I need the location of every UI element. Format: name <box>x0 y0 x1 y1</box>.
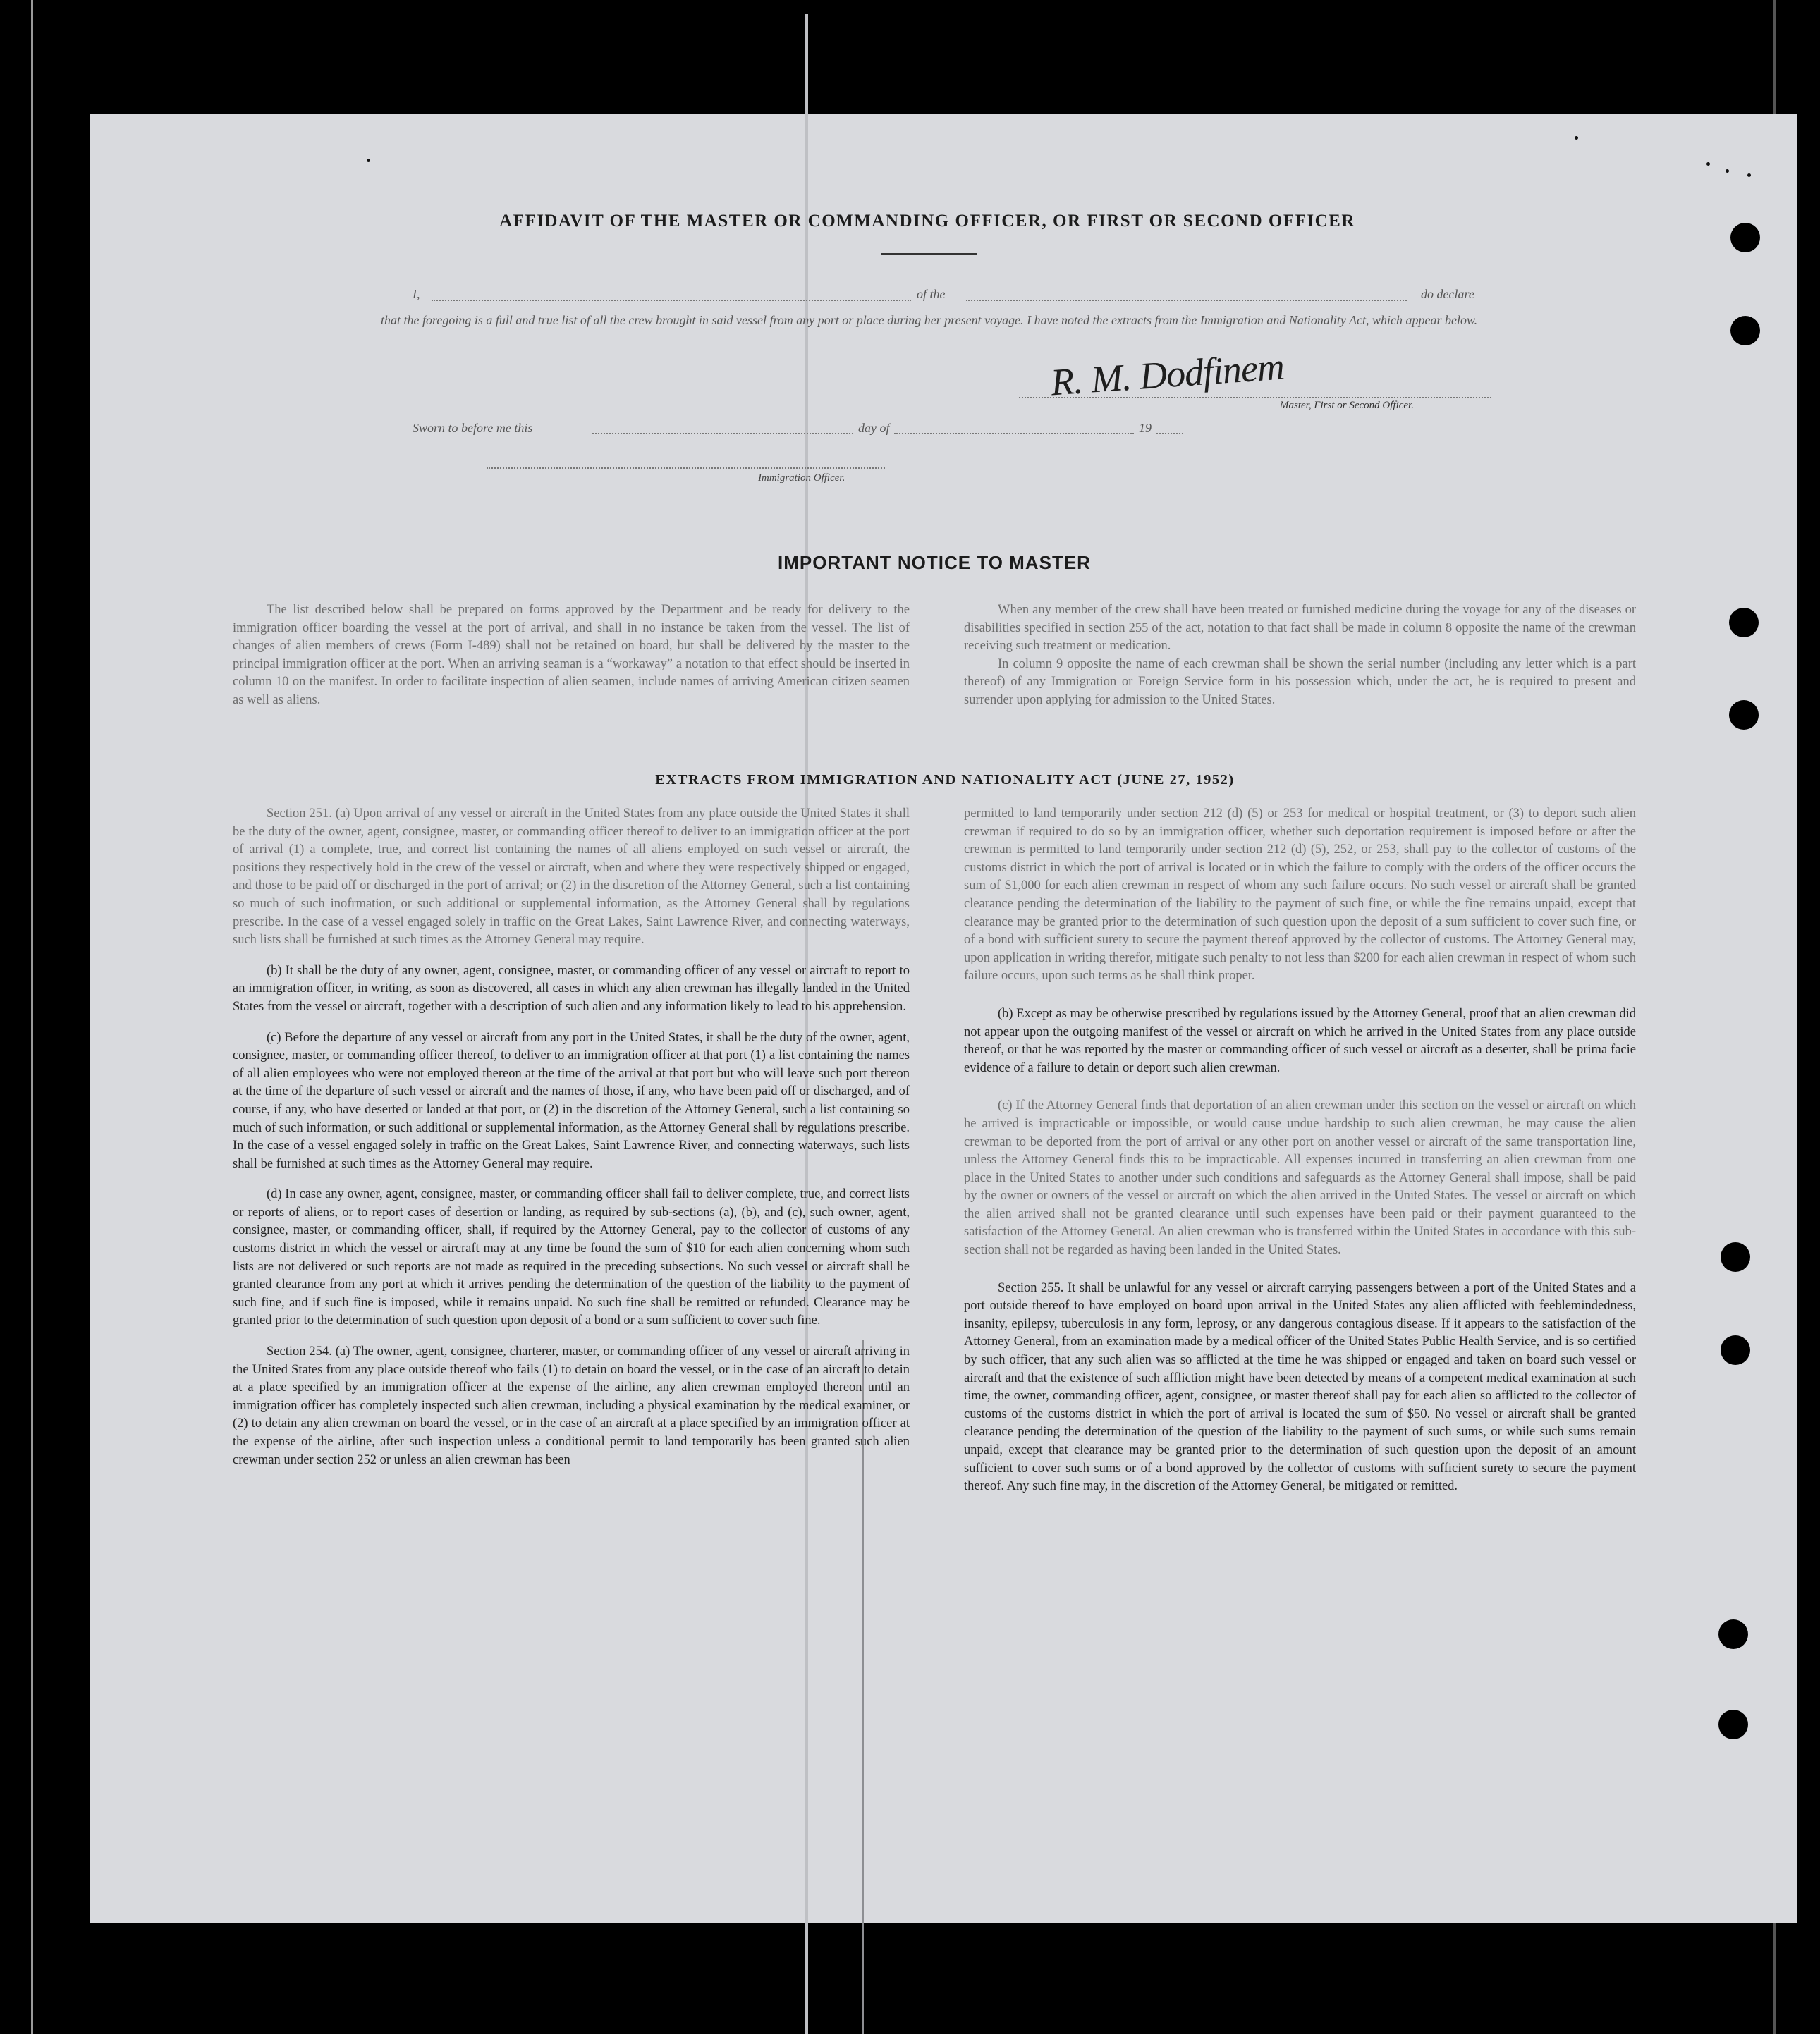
year-label: 19 <box>1139 421 1152 435</box>
punch-hole <box>1718 1710 1748 1739</box>
handwritten-signature: R. M. Dodfinem <box>1049 345 1285 404</box>
notice-paragraph: In column 9 opposite the name of each crewman shall be shown the serial number (including any letter which is a part thereof) of any Immigration or Foreign Service form in his possession which, under the act, he is required to present and surrender upon applying for admission to the United States. <box>964 656 1636 707</box>
declarant-name-field <box>432 300 911 301</box>
act-section-paragraph: (b) Except as may be otherwise prescribed by regulations issued by the Attorney General, proof that an alien crewman did not appear upon the outgoing manifest of the vessel or aircraft on which he arrived in the United States from any place outside thereof, or that he was reported by the master or commanding officer of such vessel or aircraft as a deserter, shall be prima facie evidence of a failure to detain or deport such alien crewman. <box>964 1006 1636 1075</box>
vessel-name-field <box>966 300 1407 301</box>
notice-left-column <box>233 601 910 710</box>
speck <box>367 159 370 162</box>
signature-caption: Master, First or Second Officer. <box>1280 400 1414 411</box>
punch-hole <box>1718 1619 1748 1649</box>
speck <box>1575 136 1578 140</box>
punch-hole <box>1729 608 1759 637</box>
act-section-paragraph: (c) Before the departure of any vessel or aircraft from any port in the United States, it shall be the duty of the owner, agent, consignee, master, or commanding officer thereof, to deliver to an immigration officer at that port (1) a list containing the names of all alien employees who were not employed thereon at the time of the arrival at that port but who will leave such port thereon at the time of the departure of such vessel or aircraft and the names of those, if any, who have been paid off or discharged, and of course, if any, who have deserted or landed at that port, or (2) in the discretion of the Attorney General, such a list containing so much of such information, or such additional or supplemental information, as the Attorney General shall by regulations prescribe. In the case of a vessel engaged solely in traffic on the Great Lakes, Saint Lawrence River, and connecting waterways, such lists shall be furnished at such times as the Attorney General may require. <box>233 1030 910 1171</box>
punch-hole <box>1721 1242 1750 1272</box>
act-section-paragraph: (b) It shall be the duty of any owner, agent, consignee, master, or commanding officer of any vessel or aircraft to report to an immigration officer, in writing, as soon as discovered, all cases in which any alien crewman has illegally landed in the United States from the vessel or aircraft, together with a description of such alien and any information likely to lead to his apprehension. <box>233 963 910 1014</box>
punch-hole <box>1729 700 1759 730</box>
declaration-text: that the foregoing is a full and true list of all the crew brought in said vessel from any port or place during her present voyage. I have noted the extracts from the Immigration and Nationality Act, which appear below. <box>381 313 1478 327</box>
do-declare-label: do declare <box>1421 287 1474 301</box>
extracts-right-column <box>964 805 1636 1496</box>
title-underline <box>881 253 977 255</box>
punch-hole <box>1730 316 1760 345</box>
film-edge-line-left <box>31 0 33 2034</box>
declarant-prefix: I, <box>413 287 420 301</box>
notice-paragraph: The list described below shall be prepared on forms approved by the Department and be ready for delivery to the immigration officer boarding the vessel at the port of arrival, and shall in no instance be taken from the vessel. The list of changes of alien members of crews (Form I-489) shall not be retained on board, but shall be delivered by the master to the principal immigration officer at the port. When an arriving seaman is a “workaway” a notation to that effect should be inserted in column 10 on the manifest. In order to facilitate inspection of alien seamen, include names of arriving American citizen seamen as well as aliens. <box>233 603 910 707</box>
of-the-label: of the <box>917 287 946 301</box>
sworn-month-field <box>894 433 1134 434</box>
speck <box>1726 169 1729 173</box>
punch-hole <box>1730 223 1760 252</box>
speck <box>1747 173 1751 177</box>
immigration-officer-caption: Immigration Officer. <box>758 472 845 484</box>
notice-heading: IMPORTANT NOTICE TO MASTER <box>778 552 1091 573</box>
sworn-year-field <box>1156 433 1183 434</box>
signature-line <box>1019 397 1491 398</box>
immigration-officer-line <box>487 467 885 469</box>
sworn-day-field <box>592 433 853 434</box>
sworn-label: Sworn to before me this <box>413 421 533 435</box>
act-section-paragraph: (d) In case any owner, agent, consignee, master, or commanding officer shall fail to deliver complete, true, and correct lists or reports of aliens, or to report cases of desertion or landing, as required by sub-sections (a), (b), and (c), such owner, agent, consignee, master, or commanding officer, shall, if required by the Attorney General, pay to the collector of customs of any customs district in which the vessel or aircraft may at any time be found the sum of $10 for each alien concerning whom such lists are not delivered or such reports are not made as required in the preceding subsections. No such vessel or aircraft shall be granted clearance from any port at which it arrives pending the determination of the question of the liability to the payment of such fine, and if such fine is imposed, while it remains unpaid. No such fine shall be remitted or refunded. Clearance may be granted prior to the determination of such question upon deposit of a bond or a sum sufficient to cover such fine. <box>233 1187 910 1328</box>
act-section-paragraph: (c) If the Attorney General finds that deportation of an alien crewman under this section on the vessel or aircraft on which he arrived is impracticable or impossible, or would cause undue hardship to such alien crewman, he may cause the alien crewman to be deported from the port of arrival or any other port on another vessel or aircraft of the same transportation line, unless the Attorney General finds this to be impracticable. All expenses incurred in transferring an alien crewman from one place in the United States to another under such conditions and safeguards as the Attorney General shall impose, shall be paid by the owner or owners of the vessel or aircraft on which the alien arrived in the United States. The vessel or aircraft on which the alien arrived shall not be granted clearance until such expenses have been paid or their payment guaranteed to the satisfaction of the Attorney General. An alien crewman who is transferred within the United States in accordance with this sub-section shall not be regarded as having been landed in the United States. <box>964 1098 1636 1258</box>
act-section-paragraph: Section 251. (a) Upon arrival of any vessel or aircraft in the United States from any place outside the United States it shall be the duty of the owner, agent, consignee, master, or commanding officer thereof to deliver to an immigration officer at the port of arrival (1) a complete, true, and correct list containing the names of all aliens employed on such vessel or aircraft, the positions they respectively hold in the crew of the vessel or aircraft, when and where they were respectively shipped or engaged, and those to be paid off or discharged in the port of arrival; or (2) in the discretion of the Attorney General, such a list containing so much of such inofrmation, or such additional or supplemental information, as the Attorney General shall by regulations prescribe. In the case of a vessel engaged solely in traffic on the Great Lakes, Saint Lawrence River, and connecting waterways, such lists shall be furnished at such times as the Attorney General may require. <box>233 807 910 948</box>
act-section-paragraph: Section 255. It shall be unlawful for any vessel or aircraft carrying passengers between a port of the United States and a port outside thereof to have employed on board upon arrival in the United States any alien afflicted with feeblemindedness, insanity, epilepsy, tuberculosis in any form, leprosy, or any dangerous contagious disease. If it appears to the satisfaction of the Attorney General, from an examination made by a medical officer of the United States Public Health Service, and is so certified by such officer, that any such alien was so afflicted at the time he was shipped or engaged and taken on board such vessel or aircraft and that the existence of such affliction might have been detected by means of a competent medical examination at such time, the owner, commanding officer, agent, consignee, or master thereof shall pay for each alien so afflicted to the collector of customs of the customs district in which the port of arrival is located the sum of $50. No vessel or aircraft shall be granted clearance pending the determination of the question of the liability to the payment of such sums, or while such sums remain unpaid, except that clearance may be granted prior to the determination of such question upon the deposit of an amount sufficient to cover such sums or of a bond approved by the collector of customs with sufficient surety to secure the payment thereof. Any such fine may, in the discretion of the Attorney General, be mitigated or remitted. <box>964 1280 1636 1494</box>
extracts-heading: EXTRACTS FROM IMMIGRATION AND NATIONALITY ACT (JUNE 27, 1952) <box>655 772 1235 788</box>
day-of-label: day of <box>858 421 890 435</box>
notice-paragraph: When any member of the crew shall have been treated or furnished medicine during the voyage for any of the diseases or disabilities specified in section 255 of the act, notation to that fact shall be made in column 8 opposite the name of the crewman receiving such treatment or medication. <box>964 603 1636 654</box>
speck <box>1706 162 1710 166</box>
act-section-paragraph: Section 254. (a) The owner, agent, consignee, charterer, master, or commanding officer of any vessel or aircraft arriving in the United States from any place outside thereof who fails (1) to detain on board the vessel, or in the case of an aircraft to detain at a place specified by an immigration officer at the expense of the airline, any alien crewman employed thereon until an immigration officer has completely inspected such alien crewman, including a physical examination by the medical examiner, or (2) to detain any alien crewman on board the vessel, or in the case of an aircraft at a place specified by an immigration officer at the expense of the airline, after such inspection unless a conditional permit to land temporarily has been granted such alien crewman under section 252 or unless an alien crewman has been <box>233 1344 910 1467</box>
notice-right-column <box>964 601 1636 710</box>
act-section-paragraph: permitted to land temporarily under section 212 (d) (5) or 253 for medical or hospital treatment, or (3) to deport such alien crewman if required to do so by an immigration officer, whether such deportation requirement is imposed before or after the crewman is permitted to land temporarily under section 212 (d) (5), 252, or 253, shall pay to the collector of customs of the customs district in which the port of arrival is located or in which the failure to comply with the orders of the officer occurs the sum of $1,000 for each alien crewman in respect of whom any such failure occurs. No such vessel or aircraft shall be granted clearance pending the determination of the liability to the payment of such fine, or while the fine remains unpaid, except that clearance may be granted prior to the determination of such question upon the deposit of a sum sufficient to cover such fine, or of a bond with sufficient surety to secure the payment thereof approved by the collector of customs. The Attorney General may, upon application in writing therefor, mitigate such penalty to not less than $200 for each alien crewman in respect of whom such failure occurs, upon such terms as he shall think proper. <box>964 807 1636 984</box>
extracts-left-column <box>233 805 910 1469</box>
punch-hole <box>1721 1335 1750 1365</box>
affidavit-title: AFFIDAVIT OF THE MASTER OR COMMANDING OFFICER, OR FIRST OR SECOND OFFICER <box>499 212 1355 231</box>
